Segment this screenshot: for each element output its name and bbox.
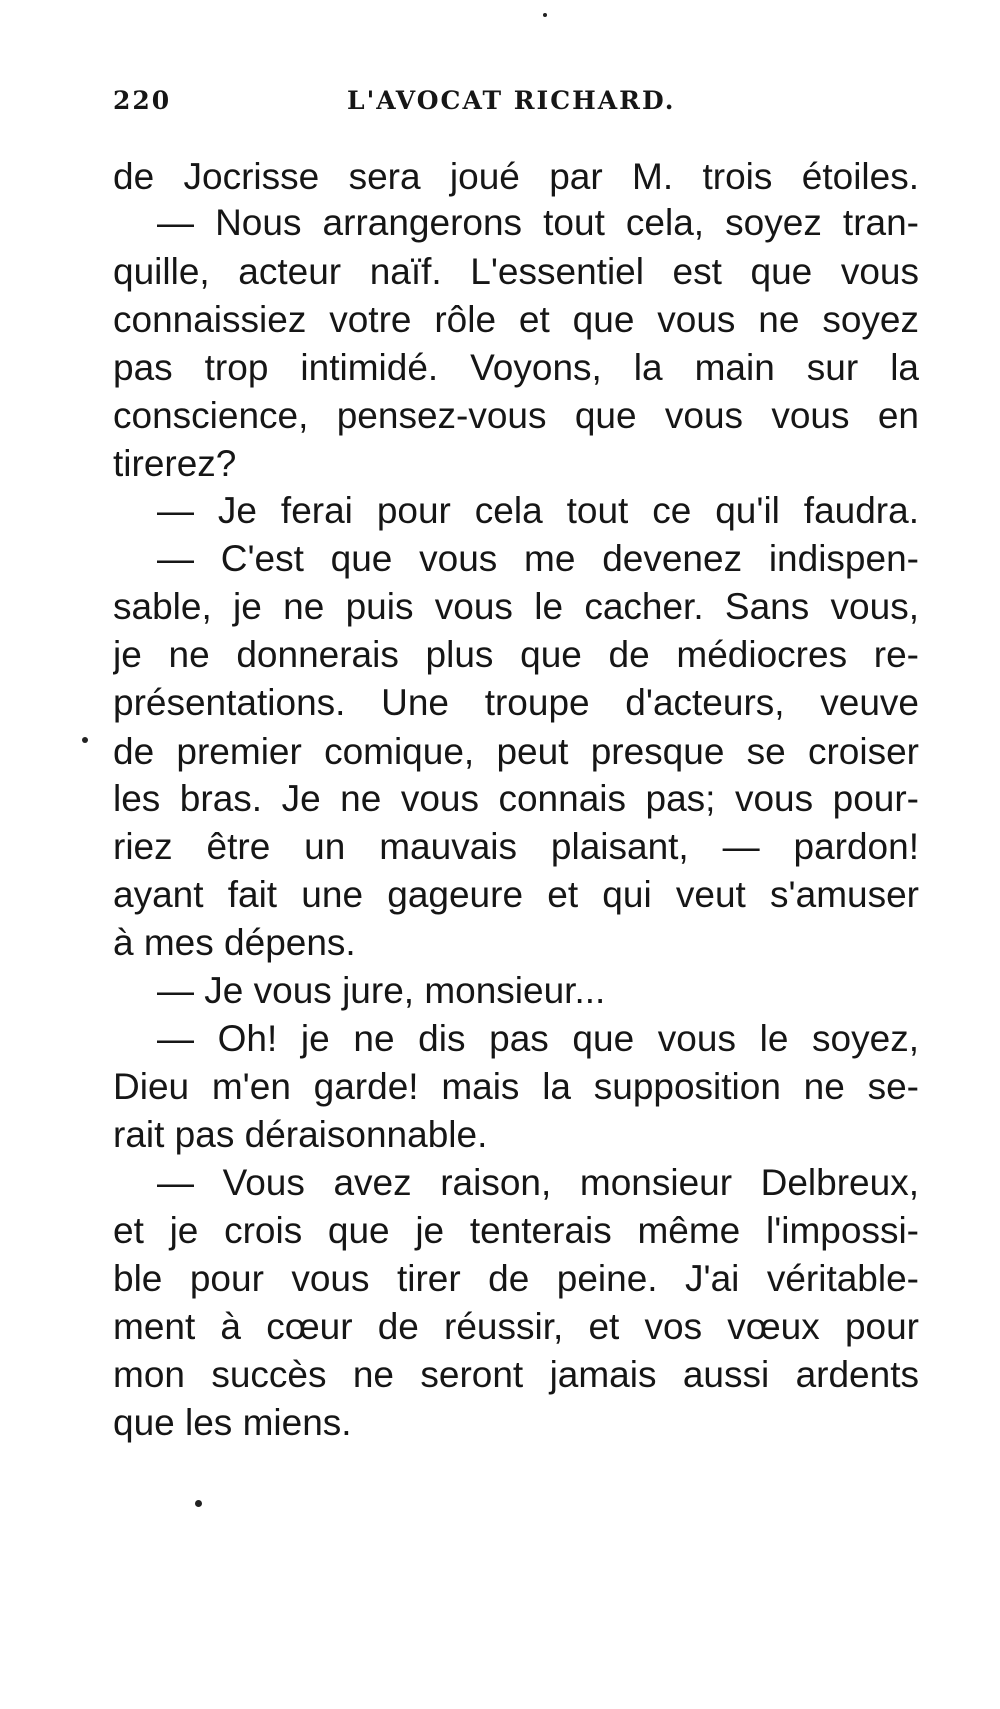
text-line: pas trop intimidé. Voyons, la main sur la bbox=[113, 347, 919, 388]
text-line: à mes dépens. bbox=[113, 922, 356, 963]
text-line: ble pour vous tirer de peine. J'ai véritable- bbox=[113, 1258, 919, 1299]
text-line: connaissiez votre rôle et que vous ne soyez bbox=[113, 299, 919, 340]
text-line: — Vous avez raison, monsieur Delbreux, bbox=[157, 1162, 919, 1203]
ink-speck bbox=[195, 1500, 202, 1507]
text-line: de Jocrisse sera joué par M. trois étoiles. bbox=[113, 156, 919, 197]
running-head bbox=[113, 82, 675, 122]
text-line: — Je vous jure, monsieur... bbox=[157, 970, 606, 1011]
text-line: mon succès ne seront jamais aussi ardents bbox=[113, 1354, 919, 1395]
running-title: L'AVOCAT RICHARD. bbox=[347, 86, 676, 115]
text-line: sable, je ne puis vous le cacher. Sans vous, bbox=[113, 586, 919, 627]
text-line: — Je ferai pour cela tout ce qu'il faudra. bbox=[157, 490, 919, 531]
text-line: les bras. Je ne vous connais pas; vous pour- bbox=[113, 778, 919, 819]
text-line: et je crois que je tenterais même l'impossi- bbox=[113, 1210, 919, 1251]
text-line: je ne donnerais plus que de médiocres re- bbox=[113, 634, 919, 675]
text-line: — Oh! je ne dis pas que vous le soyez, bbox=[157, 1018, 919, 1059]
text-line: riez être un mauvais plaisant, — pardon! bbox=[113, 826, 919, 867]
text-line: Dieu m'en garde! mais la supposition ne se- bbox=[113, 1066, 919, 1107]
text-line: rait pas déraisonnable. bbox=[113, 1114, 488, 1155]
text-line: — Nous arrangerons tout cela, soyez tran- bbox=[157, 202, 919, 243]
text-line: ment à cœur de réussir, et vos vœux pour bbox=[113, 1306, 919, 1347]
text-line: tirerez? bbox=[113, 443, 237, 484]
text-line: conscience, pensez-vous que vous vous en bbox=[113, 395, 919, 436]
page-number: 220 bbox=[113, 86, 172, 115]
text-line: ayant fait une gageure et qui veut s'amuser bbox=[113, 874, 919, 915]
ink-speck bbox=[82, 737, 88, 743]
text-line: présentations. Une troupe d'acteurs, veuve bbox=[113, 682, 919, 723]
text-line: de premier comique, peut presque se croiser bbox=[113, 731, 919, 772]
text-line: que les miens. bbox=[113, 1402, 352, 1443]
ink-speck bbox=[543, 13, 547, 17]
text-line: — C'est que vous me devenez indispen- bbox=[157, 538, 919, 579]
text-line: quille, acteur naïf. L'essentiel est que vous bbox=[113, 251, 919, 292]
